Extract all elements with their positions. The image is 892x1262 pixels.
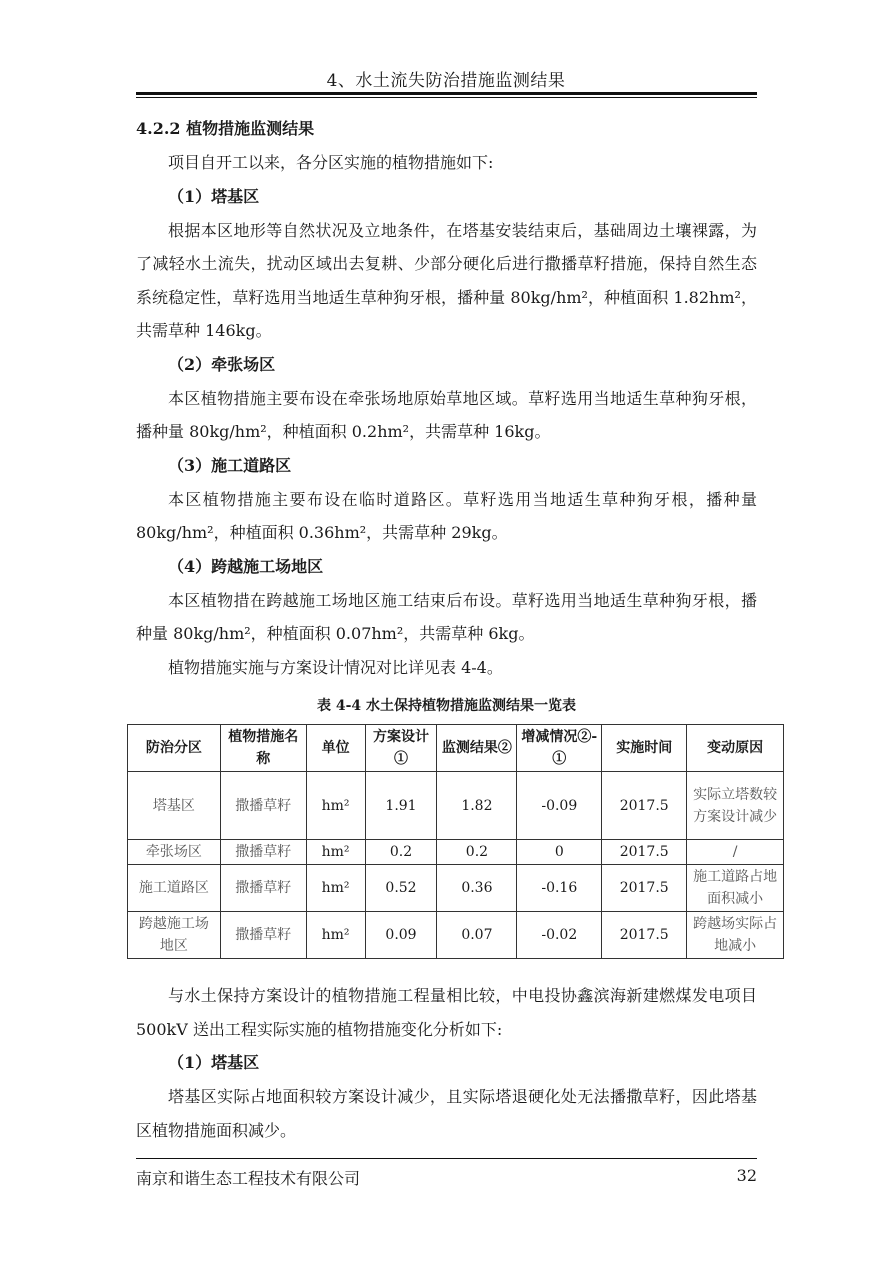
table-row xyxy=(128,912,784,959)
results-table xyxy=(127,724,784,959)
table-cell: hm² xyxy=(306,840,365,865)
table-cell: 撒播草籽 xyxy=(220,912,306,959)
table-cell: -0.16 xyxy=(517,865,602,912)
table-header-cell: 增减情况②-① xyxy=(517,725,602,772)
table-cell: 跨越场实际占地减小 xyxy=(687,912,784,959)
table-header-cell: 变动原因 xyxy=(687,725,784,772)
table-caption: 表 4-4 水土保持植物措施监测结果一览表 xyxy=(316,698,577,714)
table-cell: 0 xyxy=(517,840,602,865)
section-intro: 项目自开工以来，各分区实施的植物措施如下: xyxy=(168,153,494,172)
zone-text-tower: 根据本区地形等自然状况及立地条件，在塔基安装结束后，基础周边土壤裸露，为了减轻水土流失，扰动区域出去复耕、少部分硬化后进行撒播草籽措施，保持自然生态系统稳定性，草籽选用当地适生草种狗牙根，播种量 80kg/hm²，种植面积 1.82hm²，共需草种 146kg。 xyxy=(136,220,757,340)
table-row xyxy=(128,840,784,865)
table-cell: / xyxy=(687,840,784,865)
table-cell: -0.09 xyxy=(517,772,602,840)
table-cell: 1.82 xyxy=(437,772,517,840)
table-cell: 0.2 xyxy=(365,840,437,865)
analysis-zone-text: 塔基区实际占地面积较方案设计减少，且实际塔退硬化处无法播撒草籽，因此塔基区植物措施面积减少。 xyxy=(136,1087,757,1140)
table-cell: 0.52 xyxy=(365,865,437,912)
table-cell: 实际立塔数较方案设计减少 xyxy=(687,772,784,840)
table-cell: 2017.5 xyxy=(602,865,687,912)
table-cell: 牵张场区 xyxy=(128,840,221,865)
table-cell: 0.07 xyxy=(437,912,517,959)
section-heading: 4.2.2 植物措施监测结果 xyxy=(136,119,315,138)
table-cell: 撒播草籽 xyxy=(220,772,306,840)
table-cell: hm² xyxy=(306,912,365,959)
table-reference: 植物措施实施与方案设计情况对比详见表 4-4。 xyxy=(168,657,503,677)
table-cell: hm² xyxy=(306,865,365,912)
analysis-text: 与水土保持方案设计的植物措施工程量相比较，中电投协鑫滨海新建燃煤发电项目 500kV 送出工程实际实施的植物措施变化分析如下: xyxy=(136,986,757,1039)
table-cell: 撒播草籽 xyxy=(220,840,306,865)
table-cell: -0.02 xyxy=(517,912,602,959)
table-cell: 塔基区 xyxy=(128,772,221,840)
zone-heading-road: （3）施工道路区 xyxy=(168,455,292,475)
table-header-cell: 植物措施名称 xyxy=(220,725,306,772)
table-header-cell: 监测结果② xyxy=(437,725,517,772)
table-header-cell: 防治分区 xyxy=(128,725,221,772)
table-header-cell: 单位 xyxy=(306,725,365,772)
table-header-cell: 方案设计① xyxy=(365,725,437,772)
table-header-cell: 实施时间 xyxy=(602,725,687,772)
zone-text-road: 本区植物措施主要布设在临时道路区。草籽选用当地适生草种狗牙根，播种量 80kg/hm²，种植面积 0.36hm²，共需草种 29kg。 xyxy=(136,489,757,542)
analysis-zone-heading: （1）塔基区 xyxy=(168,1053,260,1072)
table-cell: 施工道路区 xyxy=(128,865,221,912)
footer-rule xyxy=(136,1158,757,1159)
header-rule-thin xyxy=(136,97,757,98)
zone-text-tension: 本区植物措施主要布设在牵张场地原始草地区域。草籽选用当地适生草种狗牙根，播种量 80kg/hm²，种植面积 0.2hm²，共需草种 16kg。 xyxy=(136,388,757,441)
zone-heading-tower: （1）塔基区 xyxy=(168,186,260,206)
zone-text-crossing: 本区植物措在跨越施工场地区施工结束后布设。草籽选用当地适生草种狗牙根，播种量 80kg/hm²，种植面积 0.07hm²，共需草种 6kg。 xyxy=(136,590,757,643)
zone-heading-tension: （2）牵张场区 xyxy=(168,354,276,374)
document-body xyxy=(136,112,778,1147)
page-header-title: 4、水土流失防治措施监测结果 xyxy=(326,71,566,91)
footer-company: 南京和谐生态工程技术有限公司 xyxy=(136,1169,361,1188)
table-cell: 1.91 xyxy=(365,772,437,840)
table-cell: 2017.5 xyxy=(602,840,687,865)
table-cell: 2017.5 xyxy=(602,772,687,840)
page-number: 32 xyxy=(736,1166,757,1185)
table-row xyxy=(128,865,784,912)
table-cell: 0.36 xyxy=(437,865,517,912)
table-cell: 跨越施工场地区 xyxy=(128,912,221,959)
table-header-row xyxy=(128,725,784,772)
table-cell: 施工道路占地面积减小 xyxy=(687,865,784,912)
table-cell: 2017.5 xyxy=(602,912,687,959)
table-row xyxy=(128,772,784,840)
table-cell: hm² xyxy=(306,772,365,840)
table-cell: 0.09 xyxy=(365,912,437,959)
table-cell: 撒播草籽 xyxy=(220,865,306,912)
header-rule-thick xyxy=(136,92,757,95)
zone-heading-crossing: （4）跨越施工场地区 xyxy=(168,556,324,576)
table-cell: 0.2 xyxy=(437,840,517,865)
